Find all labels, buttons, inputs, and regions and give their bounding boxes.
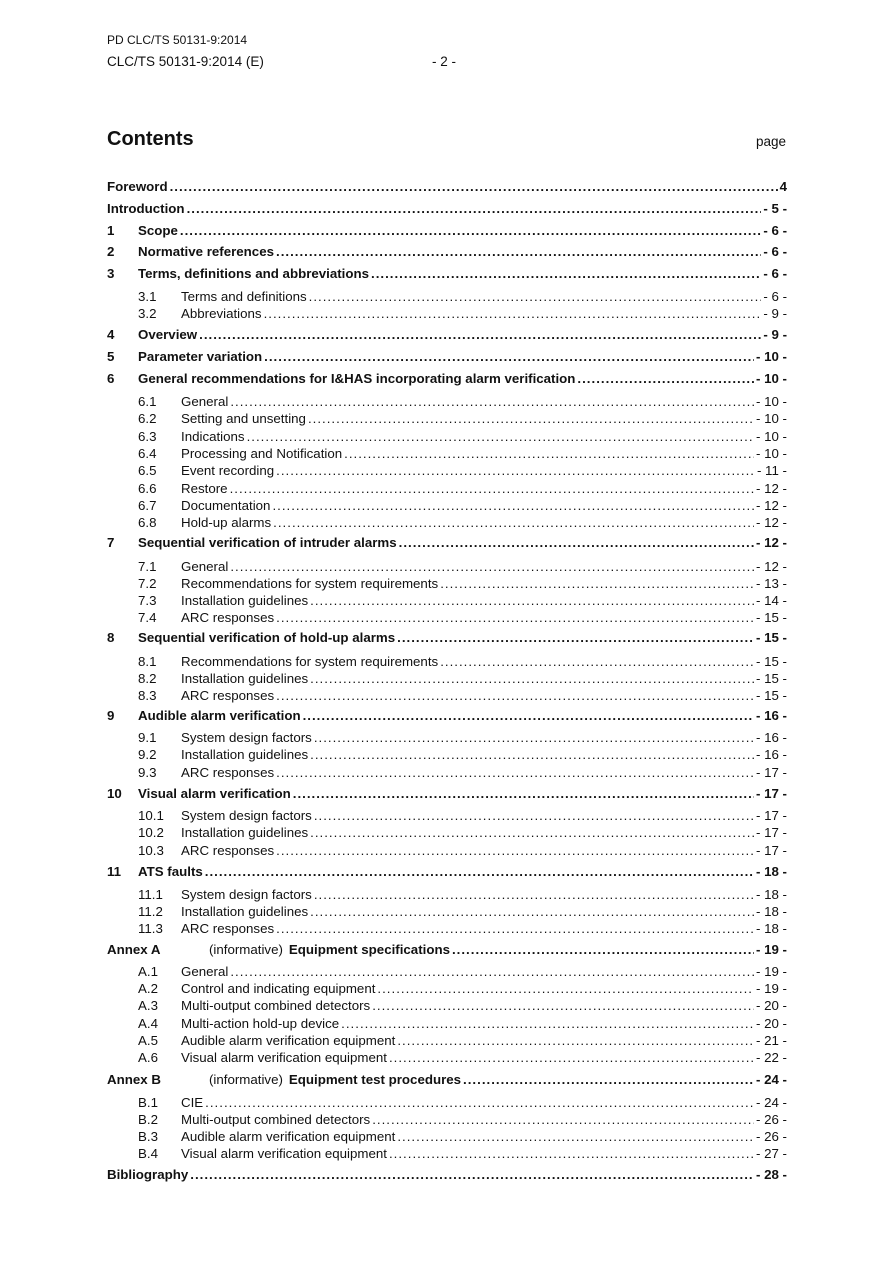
toc-dot-leader [310, 747, 754, 762]
toc-dot-leader [397, 1033, 754, 1048]
toc-entry-page: - 17 - [755, 786, 787, 801]
toc-entry-number: B.2 [138, 1112, 158, 1127]
toc-entry-page: - 9 - [763, 306, 787, 321]
toc-entry-page: - 12 - [755, 515, 787, 530]
toc-dot-leader [180, 223, 761, 238]
toc-entry-page: - 26 - [755, 1112, 787, 1127]
toc-dot-leader [276, 843, 754, 858]
toc-entry-title: Abbreviations [181, 306, 262, 321]
header-page-number: - 2 - [432, 54, 457, 69]
toc-dot-leader [276, 921, 754, 936]
toc-subentry[interactable] [107, 515, 787, 532]
toc-subentry[interactable] [107, 843, 787, 860]
toc-subentry[interactable] [107, 921, 787, 938]
toc-entry-page: - 12 - [755, 535, 787, 550]
page-column-label: page [755, 134, 786, 149]
toc-entry-number: A.6 [138, 1050, 158, 1065]
toc-entry-number: 8.1 [138, 654, 157, 669]
toc-entry-number: 6.8 [138, 515, 157, 530]
toc-entry-title: Visual alarm verification equipment [181, 1146, 387, 1161]
toc-subentry[interactable] [107, 576, 787, 593]
toc-subentry[interactable] [107, 998, 787, 1015]
toc-entry-page: - 26 - [755, 1129, 787, 1144]
toc-entry-page: - 27 - [755, 1146, 787, 1161]
toc-entry-title: General [181, 394, 229, 409]
toc-entry-number: 11.1 [138, 887, 163, 902]
toc-entry-number: 10.2 [138, 825, 164, 840]
toc-subentry[interactable] [107, 825, 787, 842]
toc-entry-page: - 6 - [763, 244, 787, 259]
toc-entry-title: Recommendations for system requirements [181, 654, 439, 669]
toc-entry-title: ATS faults [138, 864, 203, 879]
toc-entry-title: Installation guidelines [181, 593, 309, 608]
toc-entry-title: Sequential verification of intruder alarms [138, 535, 397, 550]
toc-entry-number: 6 [107, 371, 115, 386]
toc-entry-title: System design factors [181, 808, 312, 823]
toc-subentry[interactable] [107, 593, 787, 610]
toc-entry-number: 6.3 [138, 429, 157, 444]
toc-entry-page: - 15 - [755, 688, 787, 703]
toc-entry-number: A.2 [138, 981, 158, 996]
toc-subentry[interactable] [107, 481, 787, 498]
toc-subentry[interactable] [107, 394, 787, 411]
toc-dot-leader [310, 593, 754, 608]
toc-dot-leader [230, 481, 754, 496]
toc-entry-number: 6.1 [138, 394, 157, 409]
toc-dot-leader [377, 981, 754, 996]
toc-entry-number: 6.5 [138, 463, 157, 478]
toc-entry-number: 3 [107, 266, 115, 281]
toc-entry-number: B.4 [138, 1146, 158, 1161]
toc-entry-page: - 12 - [755, 481, 787, 496]
toc-entry-title: ARC responses [181, 765, 275, 780]
toc-entry-page: - 16 - [755, 747, 787, 762]
toc-entry-page: - 17 - [755, 843, 787, 858]
toc-entry-number: 7.3 [138, 593, 157, 608]
toc-entry-title: Hold-up alarms [181, 515, 272, 530]
toc-dot-leader [314, 887, 754, 902]
toc-entry-page: - 16 - [755, 730, 787, 745]
toc-entry-title: Terms and definitions [181, 289, 307, 304]
toc-entry-title: Documentation [181, 498, 271, 513]
toc-entry-number: 10.1 [138, 808, 164, 823]
toc-entry[interactable] [107, 535, 787, 552]
toc-entry[interactable] [107, 786, 787, 803]
toc-entry-page: - 17 - [755, 765, 787, 780]
toc-entry-number: A.1 [138, 964, 158, 979]
toc-entry-title: Indications [181, 429, 245, 444]
toc-entry-title: General [181, 559, 229, 574]
toc-entry-number: 3.1 [138, 289, 157, 304]
toc-dot-leader [230, 964, 754, 979]
toc-entry-page: - 16 - [755, 708, 787, 723]
toc-entry[interactable] [107, 630, 787, 647]
toc-entry-number: A.3 [138, 998, 158, 1013]
toc-entry-number: 10 [107, 786, 122, 801]
toc-dot-leader [272, 498, 754, 513]
toc-entry-page: - 15 - [755, 654, 787, 669]
toc-entry-number: 11 [107, 864, 122, 879]
toc-dot-leader [577, 371, 754, 386]
toc-dot-leader [303, 708, 754, 723]
toc-entry-title: System design factors [181, 887, 312, 902]
toc-entry-page: 4 [779, 179, 787, 194]
toc-dot-leader [372, 1112, 754, 1127]
toc-entry-title: Parameter variation [138, 349, 263, 364]
toc-entry-title: Scope [138, 223, 178, 238]
toc-entry-number: 10.3 [138, 843, 164, 858]
toc-entry-page: - 14 - [755, 593, 787, 608]
toc-entry-number: 5 [107, 349, 115, 364]
toc-entry-page: - 17 - [755, 825, 787, 840]
toc-entry[interactable] [107, 244, 787, 261]
toc-subentry[interactable] [107, 654, 787, 671]
toc-subentry[interactable] [107, 1129, 787, 1146]
toc-annex-entry[interactable] [107, 1072, 787, 1089]
toc-entry-page: - 10 - [755, 349, 787, 364]
toc-entry-title: Control and indicating equipment [181, 981, 376, 996]
toc-entry-number: 9.2 [138, 747, 157, 762]
toc-entry[interactable] [107, 1167, 787, 1184]
toc-subentry[interactable] [107, 446, 787, 463]
toc-entry-page: - 28 - [755, 1167, 787, 1182]
page-title: Contents [107, 128, 194, 150]
toc-entry[interactable] [107, 179, 787, 196]
toc-dot-leader [247, 429, 754, 444]
toc-dot-leader [389, 1050, 754, 1065]
toc-entry-page: - 19 - [755, 981, 787, 996]
toc-entry-title: Visual alarm verification equipment [181, 1050, 387, 1065]
toc-entry-page: - 19 - [755, 942, 787, 957]
toc-entry-number: A.5 [138, 1033, 158, 1048]
toc-dot-leader [314, 730, 754, 745]
toc-subentry[interactable] [107, 747, 787, 764]
toc-entry-title: Event recording [181, 463, 275, 478]
toc-dot-leader [309, 289, 762, 304]
toc-entry-page: - 10 - [755, 446, 787, 461]
toc-dot-leader [293, 786, 754, 801]
toc-entry-number: 11.2 [138, 904, 163, 919]
toc-entry-title: System design factors [181, 730, 312, 745]
toc-dot-leader [310, 825, 754, 840]
toc-entry-title: General [181, 964, 229, 979]
toc-entry-title: CIE [181, 1095, 204, 1110]
toc-subentry[interactable] [107, 688, 787, 705]
toc-subentry[interactable] [107, 1112, 787, 1129]
toc-entry-number: 6.6 [138, 481, 157, 496]
toc-annex-entry[interactable] [107, 942, 787, 959]
toc-entry-number: 8.3 [138, 688, 157, 703]
toc-entry-page: - 12 - [755, 498, 787, 513]
toc-subentry[interactable] [107, 1095, 787, 1112]
toc-dot-leader [371, 266, 761, 281]
toc-entry-page: - 24 - [755, 1095, 787, 1110]
toc-dot-leader [397, 630, 754, 645]
toc-annex-type: (informative) [209, 1072, 283, 1087]
toc-dot-leader [452, 942, 754, 957]
toc-entry-title: Bibliography [107, 1167, 189, 1182]
toc-dot-leader [344, 446, 754, 461]
toc-entry-page: - 10 - [755, 394, 787, 409]
toc-entry-page: - 6 - [763, 223, 787, 238]
toc-subentry[interactable] [107, 1146, 787, 1163]
toc-entry[interactable] [107, 201, 787, 218]
toc-entry-number: 4 [107, 327, 115, 342]
toc-dot-leader [276, 765, 754, 780]
toc-dot-leader [205, 1095, 754, 1110]
toc-dot-leader [273, 515, 754, 530]
toc-entry-number: 6.4 [138, 446, 157, 461]
toc-entry-title: Audible alarm verification equipment [181, 1129, 396, 1144]
toc-entry-title: Equipment test procedures [288, 1072, 462, 1087]
toc-dot-leader [230, 394, 754, 409]
toc-subentry[interactable] [107, 1033, 787, 1050]
toc-entry-number: B.3 [138, 1129, 158, 1144]
toc-entry-number: 6.2 [138, 411, 157, 426]
toc-entry-page: - 10 - [755, 371, 787, 386]
toc-subentry[interactable] [107, 306, 787, 323]
toc-entry-number: 9.3 [138, 765, 157, 780]
toc-entry-title: Recommendations for system requirements [181, 576, 439, 591]
toc-entry-page: - 19 - [755, 964, 787, 979]
toc-entry[interactable] [107, 223, 787, 240]
toc-entry-number: 7.2 [138, 576, 157, 591]
toc-subentry[interactable] [107, 1050, 787, 1067]
toc-entry-page: - 18 - [755, 921, 787, 936]
toc-entry-page: - 5 - [763, 201, 787, 216]
toc-entry-number: 1 [107, 223, 115, 238]
toc-dot-leader [170, 179, 778, 194]
toc-entry-title: Audible alarm verification equipment [181, 1033, 396, 1048]
toc-subentry[interactable] [107, 289, 787, 306]
toc-annex-type: (informative) [209, 942, 283, 957]
toc-entry-title: Restore [181, 481, 228, 496]
toc-dot-leader [190, 1167, 754, 1182]
toc-entry-number: 8 [107, 630, 115, 645]
toc-entry-number: A.4 [138, 1016, 158, 1031]
toc-subentry[interactable] [107, 981, 787, 998]
toc-entry-page: - 18 - [755, 887, 787, 902]
toc-entry-title: Equipment specifications [288, 942, 450, 957]
toc-entry-title: Normative references [138, 244, 274, 259]
toc-entry[interactable] [107, 708, 787, 725]
toc-dot-leader [276, 463, 755, 478]
toc-entry-number: 8.2 [138, 671, 157, 686]
toc-entry-page: - 9 - [763, 327, 787, 342]
toc-entry-number: B.1 [138, 1095, 158, 1110]
toc-entry-title: Visual alarm verification [138, 786, 291, 801]
toc-entry-title: Multi-output combined detectors [181, 998, 371, 1013]
toc-entry-title: ARC responses [181, 843, 275, 858]
toc-subentry[interactable] [107, 498, 787, 515]
toc-dot-leader [314, 808, 754, 823]
toc-entry-page: - 11 - [756, 463, 787, 478]
toc-entry-number: Annex A [107, 942, 161, 957]
toc-dot-leader [389, 1146, 754, 1161]
toc-dot-leader [463, 1072, 754, 1087]
toc-entry-title: Foreword [107, 179, 168, 194]
toc-subentry[interactable] [107, 808, 787, 825]
toc-dot-leader [440, 576, 754, 591]
toc-dot-leader [230, 559, 754, 574]
toc-dot-leader [276, 610, 754, 625]
toc-subentry[interactable] [107, 887, 787, 904]
toc-dot-leader [372, 998, 754, 1013]
toc-entry-title: Installation guidelines [181, 671, 309, 686]
toc-entry-number: Annex B [107, 1072, 161, 1087]
toc-dot-leader [264, 306, 762, 321]
toc-entry-title: Setting and unsetting [181, 411, 306, 426]
toc-entry-page: - 13 - [755, 576, 787, 591]
toc-entry-number: 11.3 [138, 921, 163, 936]
toc-dot-leader [308, 411, 754, 426]
toc-entry-title: ARC responses [181, 610, 275, 625]
toc-entry-title: Overview [138, 327, 198, 342]
toc-dot-leader [264, 349, 754, 364]
toc-subentry[interactable] [107, 411, 787, 428]
toc-entry-number: 7.1 [138, 559, 157, 574]
toc-entry[interactable] [107, 349, 787, 366]
toc-entry-page: - 10 - [755, 411, 787, 426]
toc-entry[interactable] [107, 864, 787, 881]
toc-entry-number: 7 [107, 535, 115, 550]
toc-entry-title: ARC responses [181, 688, 275, 703]
toc-dot-leader [341, 1016, 754, 1031]
toc-dot-leader [310, 904, 754, 919]
header-standard-id: CLC/TS 50131-9:2014 (E) [107, 54, 264, 69]
toc-entry-title: Installation guidelines [181, 747, 309, 762]
toc-dot-leader [310, 671, 754, 686]
toc-entry-number: 9.1 [138, 730, 157, 745]
toc-dot-leader [440, 654, 754, 669]
toc-entry-page: - 21 - [755, 1033, 787, 1048]
toc-entry-page: - 22 - [755, 1050, 787, 1065]
toc-entry-page: - 24 - [755, 1072, 787, 1087]
toc-dot-leader [199, 327, 761, 342]
toc-subentry[interactable] [107, 559, 787, 576]
toc-entry-number: 6.7 [138, 498, 157, 513]
toc-entry-title: Multi-action hold-up device [181, 1016, 340, 1031]
toc-entry-page: - 20 - [755, 998, 787, 1013]
toc-entry-page: - 18 - [755, 904, 787, 919]
toc-entry-page: - 6 - [763, 266, 787, 281]
toc-subentry[interactable] [107, 765, 787, 782]
header-document-id: PD CLC/TS 50131-9:2014 [107, 33, 248, 47]
toc-entry-number: 2 [107, 244, 115, 259]
toc-entry-page: - 18 - [755, 864, 787, 879]
toc-entry-title: Multi-output combined detectors [181, 1112, 371, 1127]
toc-entry-title: Installation guidelines [181, 904, 309, 919]
toc-subentry[interactable] [107, 429, 787, 446]
toc-entry-page: - 6 - [763, 289, 787, 304]
toc-subentry[interactable] [107, 964, 787, 981]
toc-entry-title: General recommendations for I&HAS incorporating alarm verification [138, 371, 576, 386]
toc-subentry[interactable] [107, 463, 787, 480]
toc-entry-title: Sequential verification of hold-up alarms [138, 630, 396, 645]
toc-entry-page: - 20 - [755, 1016, 787, 1031]
toc-entry[interactable] [107, 266, 787, 283]
toc-subentry[interactable] [107, 610, 787, 627]
toc-entry-title: Introduction [107, 201, 185, 216]
toc-entry-page: - 15 - [755, 671, 787, 686]
toc-dot-leader [397, 1129, 754, 1144]
toc-entry-title: Installation guidelines [181, 825, 309, 840]
toc-dot-leader [187, 201, 762, 216]
toc-entry-number: 9 [107, 708, 115, 723]
toc-dot-leader [276, 244, 761, 259]
toc-subentry[interactable] [107, 671, 787, 688]
toc-entry-title: ARC responses [181, 921, 275, 936]
toc-entry-page: - 12 - [755, 559, 787, 574]
toc-entry-page: - 10 - [755, 429, 787, 444]
toc-entry[interactable] [107, 327, 787, 344]
toc-entry-title: Audible alarm verification [138, 708, 301, 723]
toc-entry-page: - 15 - [755, 630, 787, 645]
toc-subentry[interactable] [107, 904, 787, 921]
toc-subentry[interactable] [107, 730, 787, 747]
toc-entry-page: - 15 - [755, 610, 787, 625]
toc-entry-page: - 17 - [755, 808, 787, 823]
toc-entry-number: 3.2 [138, 306, 157, 321]
toc-dot-leader [399, 535, 754, 550]
toc-entry-title: Processing and Notification [181, 446, 343, 461]
toc-dot-leader [205, 864, 754, 879]
toc-entry[interactable] [107, 371, 787, 388]
toc-entry-title: Terms, definitions and abbreviations [138, 266, 370, 281]
toc-entry-number: 7.4 [138, 610, 157, 625]
toc-subentry[interactable] [107, 1016, 787, 1033]
toc-dot-leader [276, 688, 754, 703]
